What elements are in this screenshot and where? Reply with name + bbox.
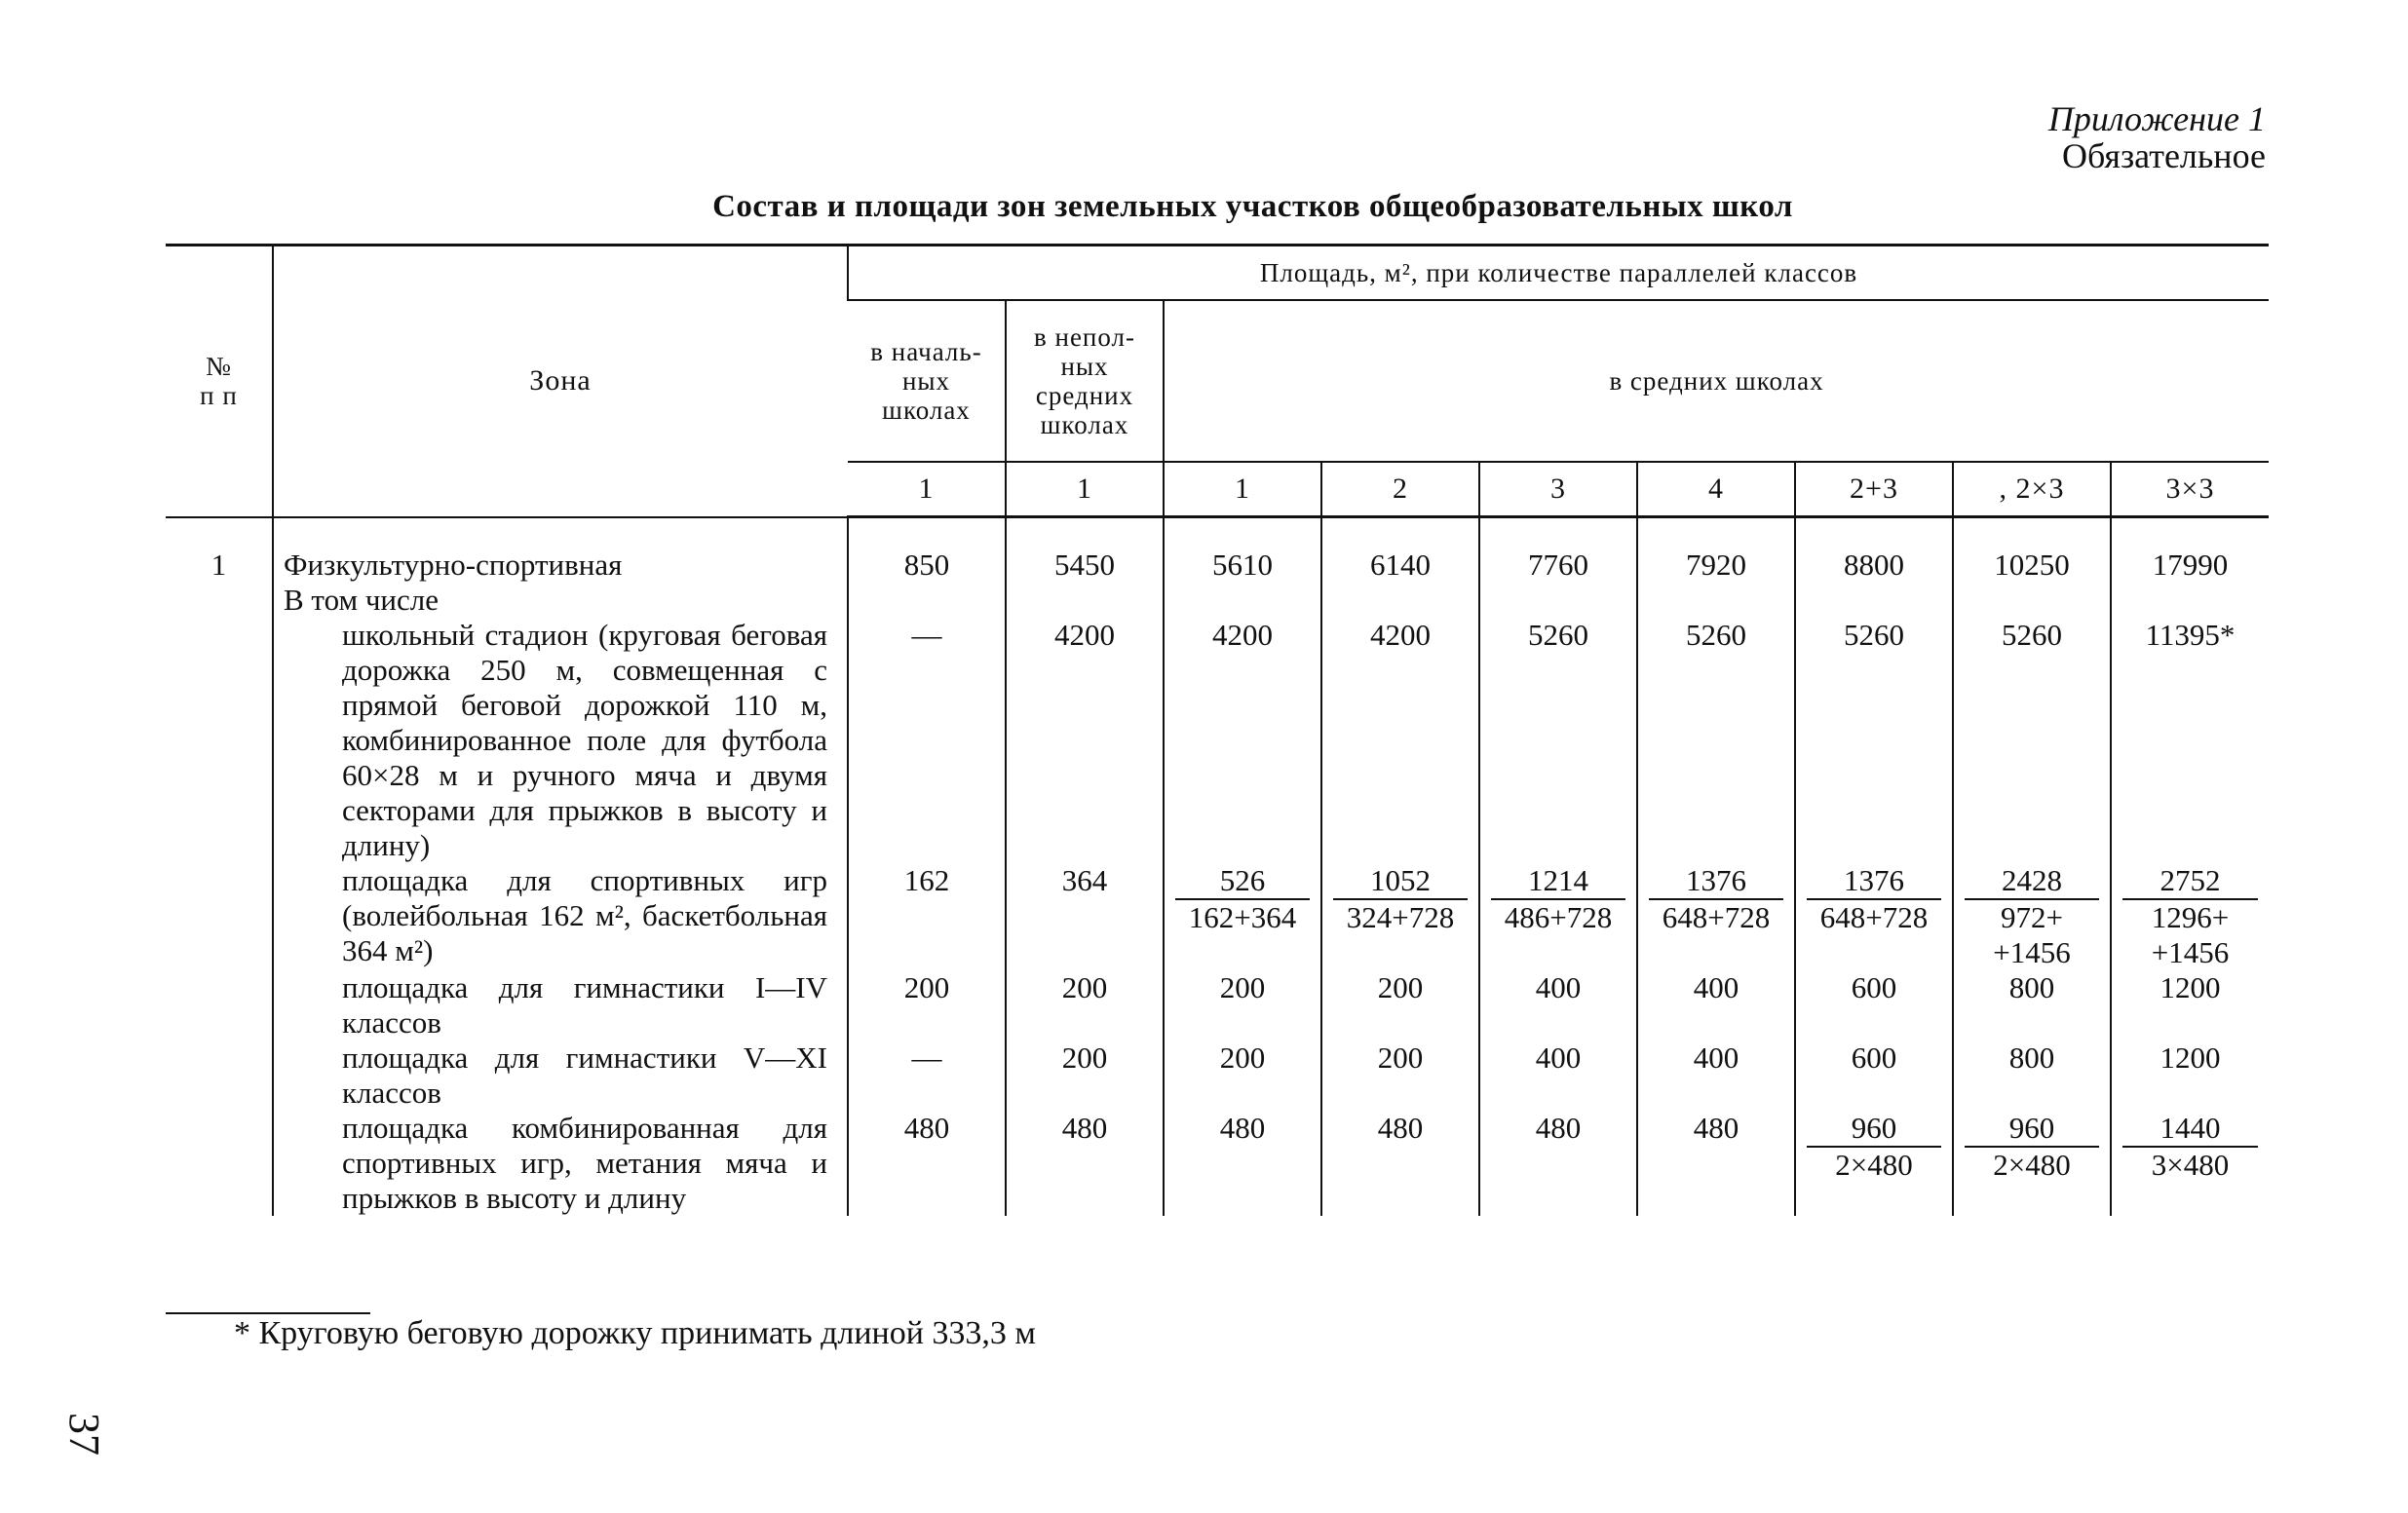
header-col-8: , 2×3 <box>1953 462 2111 517</box>
header-primary: в началь- ных школах <box>848 300 1006 462</box>
fraction-numerator: 1052 <box>1333 863 1468 900</box>
fraction-numerator: 526 <box>1175 863 1310 900</box>
table-row <box>166 1111 2269 1216</box>
cell: 200 <box>1164 970 1321 1040</box>
table-header <box>166 246 2269 517</box>
header-col-6: 4 <box>1637 462 1795 517</box>
header-col-2: 1 <box>1006 462 1164 517</box>
cell: 1200 <box>2111 1040 2269 1111</box>
row-num-empty <box>166 1111 273 1216</box>
cell: 4200 <box>1006 618 1164 863</box>
areas-table <box>166 244 2269 1216</box>
fraction-denominator: 972+ +1456 <box>1993 899 2071 969</box>
fraction-cell <box>1479 863 1637 970</box>
fraction-cell <box>2111 863 2269 970</box>
fraction-numerator: 1376 <box>1807 863 1941 900</box>
header-zone: Зона <box>273 246 848 517</box>
row-num-empty <box>166 970 273 1040</box>
header-col-4: 2 <box>1321 462 1479 517</box>
cell: — <box>848 618 1006 863</box>
cell: 7920 <box>1637 517 1795 618</box>
cell: — <box>848 1040 1006 1111</box>
cell: 6140 <box>1321 517 1479 618</box>
fraction-denominator: 2×480 <box>1835 1147 1913 1182</box>
cell: 480 <box>1006 1111 1164 1216</box>
fraction-denominator: 648+728 <box>1819 899 1929 934</box>
cell: 4200 <box>1321 618 1479 863</box>
table-row <box>166 1040 2269 1111</box>
zone-label: площадка комбинированная для спортивных игр, метания мяча и прыжков в высоту и длину <box>342 1110 827 1215</box>
zone-cell <box>273 1040 848 1111</box>
table-row <box>166 618 2269 863</box>
header-secondary: в средних школах <box>1164 300 2269 462</box>
cell: 800 <box>1953 1040 2111 1111</box>
cell: 200 <box>848 970 1006 1040</box>
fraction-numerator: 1376 <box>1649 863 1783 900</box>
cell: 5450 <box>1006 517 1164 618</box>
cell: 480 <box>1164 1111 1321 1216</box>
cell: 7760 <box>1479 517 1637 618</box>
zone-label: площадка для гимнастики V—XI классов <box>342 1040 827 1110</box>
zone-cell <box>273 970 848 1040</box>
header-col-7: 2+3 <box>1795 462 1953 517</box>
fraction-numerator: 1214 <box>1491 863 1625 900</box>
appendix-label <box>2048 100 2266 174</box>
table-row <box>166 863 2269 970</box>
cell: 200 <box>1006 970 1164 1040</box>
header-col-5: 3 <box>1479 462 1637 517</box>
fraction-cell <box>1321 863 1479 970</box>
footnote: * Круговую беговую дорожку принимать длиной 333,3 м <box>234 1315 1036 1351</box>
cell: 480 <box>1321 1111 1479 1216</box>
cell: 480 <box>1637 1111 1795 1216</box>
fraction-denominator: 648+728 <box>1662 899 1771 934</box>
zone-cell <box>273 517 848 618</box>
cell: 850 <box>848 517 1006 618</box>
cell: 1200 <box>2111 970 2269 1040</box>
cell: 400 <box>1637 1040 1795 1111</box>
cell: 480 <box>848 1111 1006 1216</box>
cell: 400 <box>1479 1040 1637 1111</box>
header-col-3: 1 <box>1164 462 1321 517</box>
fraction-denominator: 486+728 <box>1504 899 1613 934</box>
cell: 162 <box>848 863 1006 970</box>
cell: 5260 <box>1953 618 2111 863</box>
fraction-numerator: 2752 <box>2122 863 2258 900</box>
cell: 200 <box>1006 1040 1164 1111</box>
including-label: В том числе <box>284 582 440 617</box>
zone-cell <box>273 863 848 970</box>
header-col-9: 3×3 <box>2111 462 2269 517</box>
appendix-status: Обязательное <box>2061 136 2266 175</box>
fraction-cell <box>1164 863 1321 970</box>
footnote-divider <box>166 1312 370 1314</box>
header-area: Площадь, м², при количестве параллелей классов <box>848 246 2269 301</box>
cell: 200 <box>1321 1040 1479 1111</box>
zone-cell <box>273 618 848 863</box>
fraction-denominator: 162+364 <box>1188 899 1297 934</box>
cell: 10250 <box>1953 517 2111 618</box>
fraction-cell <box>1795 863 1953 970</box>
fraction-numerator: 960 <box>1965 1111 2099 1148</box>
fraction-denominator: 3×480 <box>2151 1147 2230 1182</box>
fraction-cell <box>1953 1111 2111 1216</box>
zone-label: Физкультурно-спортивная <box>284 547 623 582</box>
table-row <box>166 517 2269 618</box>
cell: 11395* <box>2111 618 2269 863</box>
cell: 600 <box>1795 1040 1953 1111</box>
cell: 600 <box>1795 970 1953 1040</box>
cell: 200 <box>1321 970 1479 1040</box>
cell: 800 <box>1953 970 2111 1040</box>
fraction-numerator: 2428 <box>1965 863 2099 900</box>
cell: 5260 <box>1637 618 1795 863</box>
page-number: 37 <box>60 1413 108 1456</box>
row-num-empty <box>166 863 273 970</box>
fraction-cell <box>1637 863 1795 970</box>
fraction-cell <box>1953 863 2111 970</box>
cell: 4200 <box>1164 618 1321 863</box>
fraction-denominator: 1296+ +1456 <box>2151 899 2230 969</box>
header-incomplete: в непол- ных средних школах <box>1006 300 1164 462</box>
table-body <box>166 517 2269 1216</box>
fraction-denominator: 324+728 <box>1346 899 1455 934</box>
zone-label: школьный стадион (круговая беговая дорожка 250 м, совмещенная с прямой беговой дорожкой 110 м, комбинированное поле для футбола 60×28 м и ручного мяча и двумя секторами для прыжков в высоту и длину) <box>342 617 827 862</box>
cell: 400 <box>1637 970 1795 1040</box>
table-title-text: Состав и площади зон земельных участков общеобразовательных школ <box>712 189 1793 224</box>
table-row <box>166 970 2269 1040</box>
cell: 480 <box>1479 1111 1637 1216</box>
areas-table-wrapper <box>166 244 2269 1216</box>
zone-label: площадка для спортивных игр (волейбольная 162 м², баскетбольная 364 м²) <box>342 862 827 967</box>
fraction-numerator: 1440 <box>2122 1111 2258 1148</box>
cell: 200 <box>1164 1040 1321 1111</box>
zone-cell <box>273 1111 848 1216</box>
row-num: 1 <box>210 547 227 582</box>
cell: 400 <box>1479 970 1637 1040</box>
fraction-denominator: 2×480 <box>1993 1147 2071 1182</box>
header-num: № п п <box>166 246 273 517</box>
table-title <box>0 189 2408 225</box>
cell: 5260 <box>1479 618 1637 863</box>
cell: 17990 <box>2111 517 2269 618</box>
cell: 364 <box>1006 863 1164 970</box>
cell: 5610 <box>1164 517 1321 618</box>
fraction-cell <box>1795 1111 1953 1216</box>
fraction-cell <box>2111 1111 2269 1216</box>
cell: 5260 <box>1795 618 1953 863</box>
zone-label: площадка для гимнастики I—IV классов <box>342 969 827 1040</box>
row-num-empty <box>166 618 273 863</box>
row-num-empty <box>166 1040 273 1111</box>
appendix-number: Приложение 1 <box>2047 99 2266 138</box>
header-col-1: 1 <box>848 462 1006 517</box>
cell: 8800 <box>1795 517 1953 618</box>
fraction-numerator: 960 <box>1807 1111 1941 1148</box>
